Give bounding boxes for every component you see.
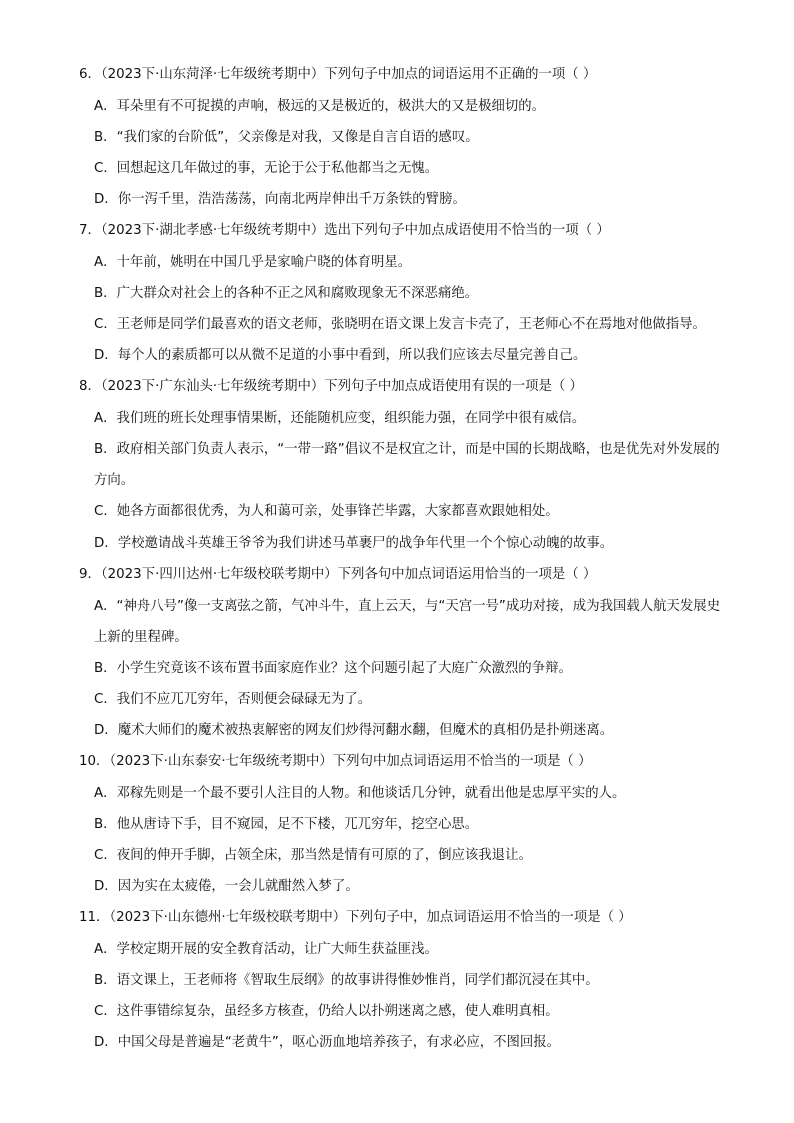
question-stem: 8．（2023下·广东汕头·七年级统考期中）下列句子中加点成语使用有误的一项是（ ） xyxy=(79,379,583,394)
option-b: B．语文课上，王老师将《智取生辰纲》的故事讲得惟妙惟肖，同学们都沉浸在其中。 xyxy=(94,973,599,988)
option-d: D．中国父母是普遍是“老黄牛”，呕心沥血地培养孩子，有求必应，不图回报。 xyxy=(94,1035,561,1050)
option-d: D．你一泻千里，浩浩荡荡，向南北两岸伸出千万条铁的臂膀。 xyxy=(94,192,466,207)
option-c: C．回想起这几年做过的事，无论于公于私他都当之无愧。 xyxy=(94,161,439,176)
question-stem: 9．（2023下·四川达州·七年级校联考期中）下列各句中加点词语运用恰当的一项是（ ） xyxy=(79,567,597,582)
option-a: A．邓稼先则是一个最不要引人注目的人物。和他谈话几分钟，就看出他是忠厚平实的人。 xyxy=(94,786,626,801)
option-b: B．他从唐诗下手，目不窥园，足不下楼，兀兀穷年，挖空心思。 xyxy=(94,817,479,832)
option-d: D．每个人的素质都可以从微不足道的小事中看到，所以我们应该去尽量完善自己。 xyxy=(94,348,587,363)
option-d: D．因为实在太疲倦，一会儿就酣然入梦了。 xyxy=(94,879,359,894)
option-c: C．夜间的伸开手脚，占领全床，那当然是情有可原的了，倒应该我退让。 xyxy=(94,848,532,863)
option-a: A．我们班的班长处理事情果断，还能随机应变，组织能力强，在同学中很有威信。 xyxy=(94,411,586,426)
option-b: B．广大群众对社会上的各种不正之风和腐败现象无不深恶痛绝。 xyxy=(94,286,479,301)
question-stem: 11．（2023下·山东德州·七年级校联考期中）下列句子中，加点词语运用不恰当的一项是（ ） xyxy=(79,910,632,925)
option-a: A．耳朵里有不可捉摸的声响，极远的又是极近的，极洪大的又是极细切的。 xyxy=(94,99,546,114)
option-a: A．十年前，姚明在中国几乎是家喻户晓的体育明星。 xyxy=(94,255,412,270)
question-stem: 10．（2023下·山东泰安·七年级统考期中）下列句中加点词语运用不恰当的一项是（ ） xyxy=(79,754,592,769)
option-b: B．小学生究竟该不该布置书面家庭作业？这个问题引起了大庭广众激烈的争辩。 xyxy=(94,661,572,676)
question-stem: 7．（2023下·湖北孝感·七年级统考期中）选出下列句子中加点成语使用不恰当的一项（ ） xyxy=(79,223,610,238)
option-d: D．魔术大师们的魔术被热衷解密的网友们炒得河翻水翻，但魔术的真相仍是扑朔迷离。 xyxy=(94,723,614,738)
option-c: C．我们不应兀兀穷年，否则便会碌碌无为了。 xyxy=(94,692,372,707)
question-stem: 6．（2023下·山东菏泽·七年级统考期中）下列句子中加点的词语运用不正确的一项（ ） xyxy=(79,67,597,82)
option-b: B．政府相关部门负责人表示，“一带一路”倡议不是权宜之计，而是中国的长期战略，也是优先对外发展的方向。 xyxy=(94,442,720,488)
option-d: D．学校邀请战斗英雄王爷爷为我们讲述马革裹尸的战争年代里一个个惊心动魄的故事。 xyxy=(94,536,614,551)
option-a: A．学校定期开展的安全教育活动，让广大师生获益匪浅。 xyxy=(94,942,438,957)
option-b: B．“我们家的台阶低”，父亲像是对我，又像是自言自语的感叹。 xyxy=(94,130,479,145)
option-c: C．这件事错综复杂，虽经多方核查，仍给人以扑朔迷离之感，使人难明真相。 xyxy=(94,1004,559,1019)
option-c: C．她各方面都很优秀，为人和蔼可亲，处事锋芒毕露，大家都喜欢跟她相处。 xyxy=(94,504,559,519)
option-a: A．“神舟八号”像一支离弦之箭，气冲斗牛，直上云天，与“天宫一号”成功对接，成为我国载人航天发展史上新的里程碑。 xyxy=(94,599,721,645)
option-c: C．王老师是同学们最喜欢的语文老师，张晓明在语文课上发言卡壳了，王老师心不在焉地对他做指导。 xyxy=(94,317,706,332)
